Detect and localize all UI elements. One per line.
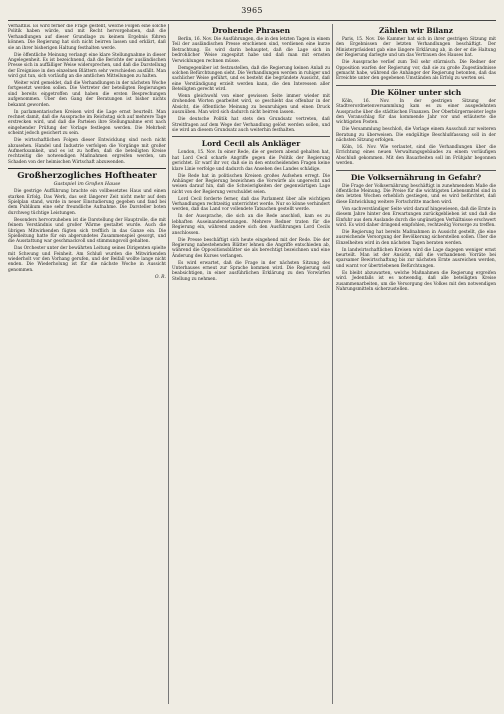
headline-drohende-phrasen: Drohende Phrasen bbox=[211, 26, 291, 35]
section-rule bbox=[336, 85, 496, 86]
article-paragraph: Verhältnis. Es wird ferner die Frage gestellt, welche Folgen eine solche Politik haben würde, und mit Recht hervorgehoben, daß die Verhandlungen auf dieser Grundlage zu keinem Ergebnis führen können. Die Regierung hat sich nicht beirren lassen und erklärt, daß sie an ihrer bisherigen Haltung festhalten werde. bbox=[8, 24, 166, 51]
theater-paragraph: Die gestrige Aufführung brachte ein vollbesetztes Haus und einen starken Erfolg. Das Werk, das seit längerer Zeit nicht mehr auf dem Spielplan stand, wurde in neuer Einstudierung gegeben und fand bei dem Publikum eine sehr freundliche Aufnahme. Die Darsteller boten durchweg tüchtige Leistungen. bbox=[8, 189, 166, 216]
headline-volksernaehrung: Die Volksernährung in Gefahr? bbox=[350, 172, 482, 182]
headline-bilanz: Zählen wir Bilanz bbox=[379, 26, 453, 35]
article-paragraph: Die Versammlung beschloß, die Vorlage einem Ausschuß zur weiteren Beratung zu überweisen. Die endgültige Beschlußfassung soll in der nächsten Sitzung erfolgen. bbox=[336, 127, 496, 144]
article-paragraph: Es bleibt abzuwarten, welche Maßnahmen die Regierung ergreifen wird. Jedenfalls ist es notwendig, daß alle beteiligten Kreise zusammenarbeiten, um die Versorgung des Volkes mit den notwendigen Nahrungsmitteln sicherzustellen. bbox=[336, 270, 496, 292]
section-rule bbox=[172, 136, 330, 137]
theater-paragraph: Das Orchester unter der bewährten Leitung seines Dirigenten spielte mit Schwung und Feinheit. Am Schluß wurden die Mitwirkenden wiederholt vor den Vorhang gerufen, und der Beifall wollte lange nicht enden. Die Wiederholung ist für die nächste Woche in Aussicht genommen. bbox=[8, 246, 166, 273]
middle-column bbox=[172, 24, 330, 704]
article-paragraph: Die Regierung hat bereits Maßnahmen in Aussicht gestellt, die eine ausreichende Versorgung der Bevölkerung sicherstellen sollen. Über die Einzelheiten wird in den nächsten Tagen beraten werden. bbox=[336, 229, 496, 246]
theater-byline: O. R. bbox=[154, 274, 166, 280]
article-paragraph: Die Rede hat in politischen Kreisen großes Aufsehen erregt. Die Anhänger der Regierung bezeichnen die Vorwürfe als ungerecht und weisen darauf hin, daß die Schwierigkeiten der gegenwärtigen Lage nicht von der Regierung verschuldet seien. bbox=[172, 173, 330, 195]
article-paragraph: In landwirtschaftlichen Kreisen wird die Lage dagegen weniger ernst beurteilt. Man ist der Ansicht, daß die vorhandenen Vorräte bei sparsamer Bewirtschaftung bis zur nächsten Ernte ausreichen werden, und warnt vor übertriebenen Befürchtungen. bbox=[336, 247, 496, 269]
article-paragraph: Die Frage der Volksernährung beschäftigt in zunehmendem Maße die öffentliche Meinung. Die Preise für die wichtigsten Lebensmittel sind in den letzten Wochen erheblich gestiegen, und es wird befürchtet, daß diese Entwicklung weitere Fortschritte machen wird. bbox=[336, 183, 496, 205]
article-paragraph: Es wird erwartet, daß die Frage in der nächsten Sitzung des Unterhauses erneut zur Sprache kommen wird. Die Regierung soll beabsichtigen, in einer ausführlichen Erklärung zu den Vorwürfen Stellung zu nehmen. bbox=[172, 260, 330, 282]
theater-headline: Großherzogliches Hoftheater bbox=[17, 171, 157, 182]
article-paragraph: Die Aussprache verlief zum Teil sehr stürmisch. Die Redner der Opposition warfen der Regierung vor, daß sie zu große Zugeständnisse gemacht habe, während die Anhänger der Regierung betonten, daß das Erreichte unter den gegebenen Umständen als Erfolg zu werten sei. bbox=[336, 60, 496, 82]
article-paragraph: Demgegenüber ist festzustellen, daß die Regierung keinen Anlaß zu solchen Befürchtungen sieht. Die Verhandlungen werden in ruhiger und sachlicher Weise geführt, und es besteht die begründete Aussicht, daß eine Verständigung erzielt werden kann, die den Interessen aller Beteiligten gerecht wird. bbox=[172, 65, 330, 93]
theater-paragraph: Besonders hervorzuheben ist die Darstellung der Hauptrolle, die mit feinem Verständnis und großer Wärme gestaltet wurde. Auch die übrigen Mitwirkenden fügten sich trefflich in das Ganze ein. Die Spielleitung hatte für ein abgerundetes Zusammenspiel gesorgt, und die Ausstattung war geschmackvoll und stimmungsvoll gehalten. bbox=[8, 217, 166, 245]
column-divider bbox=[168, 24, 169, 704]
article-paragraph: Die deutsche Politik hat stets den Grundsatz vertreten, daß Streitfragen auf dem Wege der Verhandlung gelöst werden sollen, und sie wird an diesem Grundsatz auch weiterhin festhalten. bbox=[172, 117, 330, 133]
article-paragraph: Die öffentliche Meinung verlangt eine klare Stellungnahme in dieser Angelegenheit. Es ist bezeichnend, daß die Berichte der ausländischen Presse sich in auffälliger Weise widersprechen, und daß die Darstellung der Ereignisse in den einzelnen Blättern sehr verschieden ausfällt. Man wird gut tun, sich vorläufig an die amtlichen Mitteilungen zu halten. bbox=[8, 52, 166, 80]
right-column bbox=[336, 24, 496, 704]
section-rule bbox=[336, 170, 496, 171]
left-column bbox=[8, 24, 166, 704]
article-paragraph: Köln, 16. Nov. In der gestrigen Sitzung der Stadtverordnetenversammlung kam es zu einer ausgedehnten Aussprache über die städtischen Finanzen. Der Oberbürgermeister legte den Voranschlag für das kommende Jahr vor und erläuterte die wichtigsten Posten. bbox=[336, 98, 496, 126]
headline-koelner: Die Kölner unter sich bbox=[370, 87, 462, 97]
section-rule bbox=[8, 168, 166, 169]
article-paragraph: London, 15. Nov. In einer Rede, die er gestern abend gehalten hat, hat Lord Cecil scharfe Angriffe gegen die Politik der Regierung gerichtet. Er warf ihr vor, daß sie in den entscheidenden Fragen keine klare Linie verfolge und dadurch das Ansehen des Landes schädige. bbox=[172, 150, 330, 172]
article-paragraph: Lord Cecil forderte ferner, daß das Parlament über alle wichtigen Verhandlungen rechtzeitig unterrichtet werde. Nur so könne verhindert werden, daß das Land vor vollendete Tatsachen gestellt werde. bbox=[172, 196, 330, 213]
article-paragraph: In parlamentarischen Kreisen wird die Lage ernst beurteilt. Man rechnet damit, daß die Aussprache im Reichstag sich auf mehrere Tage erstrecken wird, und daß die Parteien ihre Stellungnahme erst nach eingehender Prüfung der Vorlage festlegen werden. Die Mehrheit scheint jedoch gesichert zu sein. bbox=[8, 109, 166, 137]
article-paragraph: Wenn gleichwohl von einer gewissen Seite immer wieder mit drohenden Worten gearbeitet wird, so geschieht das offenbar in der Absicht, die öffentliche Meinung zu beunruhigen und einen Druck auszuüben. Man wird sich dadurch nicht beirren lassen. bbox=[172, 94, 330, 116]
article-paragraph: Paris, 15. Nov. Die Kammer hat sich in ihrer gestrigen Sitzung mit den Ergebnissen der letzten Verhandlungen beschäftigt. Der Ministerpräsident gab eine längere Erklärung ab, in der er die Haltung der Regierung darlegte und um das Vertrauen des Hauses bat. bbox=[336, 37, 496, 59]
article-paragraph: In der Aussprache, die sich an die Rede anschloß, kam es zu lebhaften Auseinandersetzungen. Mehrere Redner traten für die Regierung ein, während andere sich den Ausführungen Lord Cecils anschlossen. bbox=[172, 214, 330, 236]
article-paragraph: Die Presse beschäftigt sich heute eingehend mit der Rede. Die der Regierung nahestehenden Blätter lehnen die Angriffe entschieden ab, während die Oppositionsblätter sie als berechtigt bezeichnen und eine Änderung des Kurses verlangen. bbox=[172, 237, 330, 259]
page-header bbox=[8, 8, 496, 21]
article-paragraph: Köln, 16. Nov. Wie verlautet, sind die Verhandlungen über die Errichtung eines neuen Verwaltungsgebäudes zu einem vorläufigen Abschluß gekommen. Mit den Bauarbeiten soll im Frühjahr begonnen werden. bbox=[336, 145, 496, 167]
theater-subtitle: Gastspiel im Großen Hause bbox=[53, 182, 121, 188]
article-paragraph: Von sachverständiger Seite wird darauf hingewiesen, daß die Ernte in diesem Jahre hinter den Erwartungen zurückgeblieben ist und daß die Einfuhr aus dem Auslande durch die ungünstigen Verhältnisse erschwert wird. Es wird daher dringend empfohlen, rechtzeitig Vorsorge zu treffen. bbox=[336, 206, 496, 228]
article-paragraph: Weiter wird gemeldet, daß die Verhandlungen in der nächsten Woche fortgesetzt werden sollen. Die Vertreter der beteiligten Regierungen sind bereits eingetroffen und haben die ersten Besprechungen aufgenommen. Über den Gang der Beratungen ist bisher nichts bekannt geworden. bbox=[8, 81, 166, 108]
article-paragraph: Berlin, 16. Nov. Die Ausführungen, die in den letzten Tagen in einem Teil der ausländischen Presse erschienen sind, verdienen eine kurze Betrachtung. Es wird darin behauptet, daß die Lage sich in bedrohlicher Weise zugespitzt habe und daß man mit ernsten Verwicklungen rechnen müsse. bbox=[172, 37, 330, 64]
article-paragraph: Die wirtschaftlichen Folgen dieser Entwicklung sind noch nicht abzusehen. Handel und Industrie verfolgen die Vorgänge mit großer Aufmerksamkeit, und es ist zu hoffen, daß die beteiligten Kreise rechtzeitig die notwendigen Maßnahmen ergreifen werden, um Schaden von der heimischen Wirtschaft abzuwenden. bbox=[8, 138, 166, 165]
headline-lord-cecil: Lord Cecil als Ankläger bbox=[201, 139, 301, 149]
column-divider bbox=[332, 24, 333, 704]
page-number: 3965 bbox=[241, 6, 263, 15]
